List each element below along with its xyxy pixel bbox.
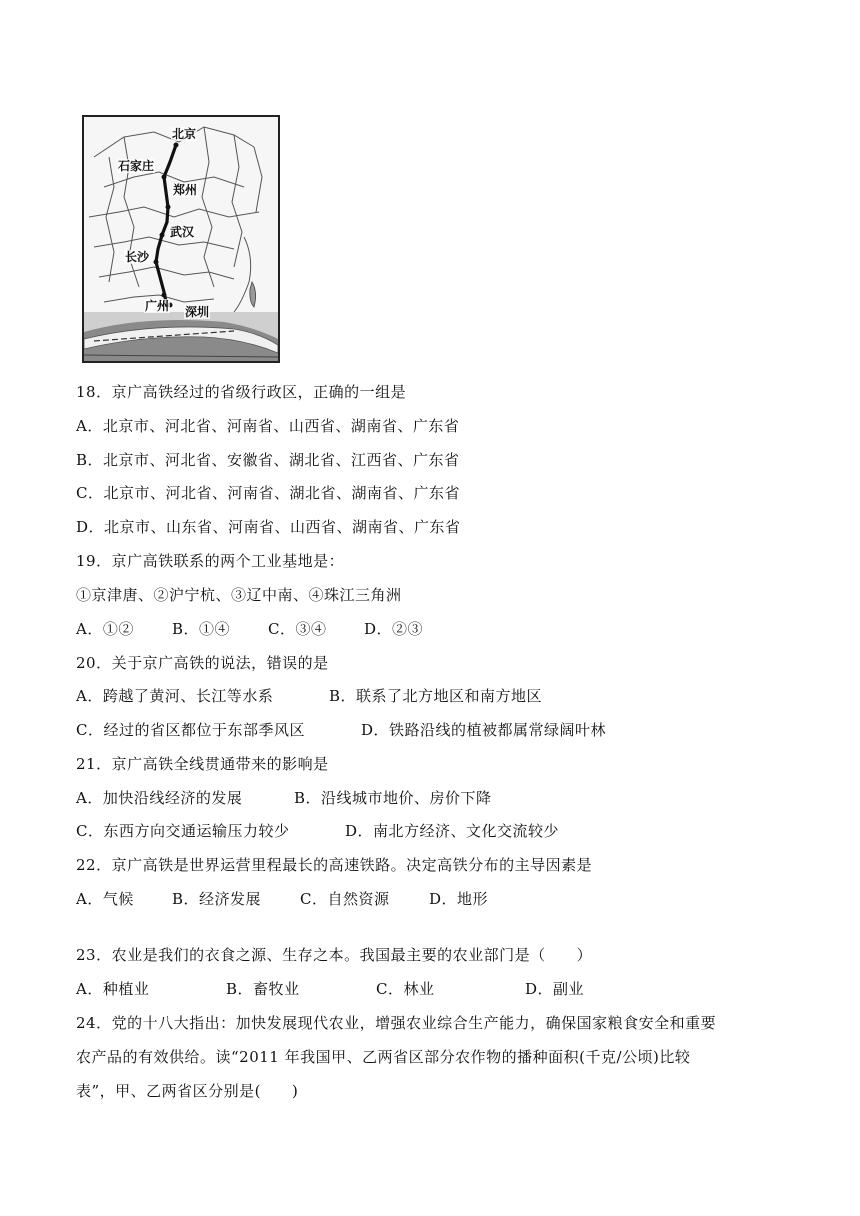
q19-option-a: A．①②: [76, 620, 134, 638]
q21-option-c: C．东西方向交通运输压力较少: [76, 822, 290, 840]
q22-option-c: C．自然资源: [300, 890, 390, 908]
q23-stem: 23．农业是我们的衣食之源、生存之本。我国最主要的农业部门是（ ）: [76, 946, 593, 964]
q22-stem: 22．京广高铁是世界运营里程最长的高速铁路。决定高铁分布的主导因素是: [76, 856, 593, 874]
map-graphic: [84, 117, 278, 361]
q18-option-b: B．北京市、河北省、安徽省、湖北省、江西省、广东省: [76, 451, 460, 469]
q20-option-b: B．联系了北方地区和南方地区: [329, 687, 543, 705]
q20-option-c: C．经过的省区都位于东部季风区: [76, 721, 305, 739]
q24-line-3: 表”，甲、乙两省区分别是( ): [76, 1082, 299, 1100]
railway-map-figure: [82, 115, 280, 363]
city-label-changsha: 长沙: [125, 250, 150, 264]
q23-options: [76, 979, 584, 999]
province-boundaries: [89, 127, 262, 312]
q21-options-ab: [76, 788, 492, 808]
q20-option-d: D．铁路沿线的植被都属常绿阔叶林: [361, 721, 607, 739]
q23-option-a: A．种植业: [76, 980, 150, 998]
q21-stem: 21．京广高铁全线贯通带来的影响是: [76, 755, 329, 773]
q19-option-b: B．①④: [172, 620, 231, 638]
q20-options-ab: [76, 686, 542, 706]
q18-option-d: D．北京市、山东省、河南省、山西省、湖南省、广东省: [76, 518, 461, 536]
q21-option-d: D．南北方经济、文化交流较少: [345, 822, 560, 840]
q23-option-d: D．副业: [525, 980, 585, 998]
q18-stem: 18．京广高铁经过的省级行政区，正确的一组是: [76, 383, 407, 401]
city-dot-shijiazhuang: [162, 175, 167, 180]
q23-option-b: B．畜牧业: [226, 980, 300, 998]
q22-option-d: D．地形: [429, 890, 489, 908]
q24-line-1: 24．党的十八大指出：加快发展现代农业，增强农业综合生产能力，确保国家粮食安全和重要: [76, 1014, 717, 1032]
city-label-wuhan: 武汉: [170, 225, 195, 239]
q21-options-cd: [76, 821, 559, 841]
train-photo: [84, 312, 278, 361]
q20-option-a: A．跨越了黄河、长江等水系: [76, 687, 274, 705]
city-dot-wuhan: [160, 233, 165, 238]
q19-stem: 19．京广高铁联系的两个工业基地是：: [76, 552, 345, 570]
q20-stem: 20．关于京广高铁的说法，错误的是: [76, 654, 329, 672]
q21-option-b: B．沿线城市地价、房价下降: [294, 789, 492, 807]
q24-line-2: 农产品的有效供给。读“2011 年我国甲、乙两省区部分农作物的播种面积(千克/公顷)比较: [76, 1048, 691, 1066]
q19-option-d: D．②③: [364, 620, 424, 638]
city-dot-zhengzhou: [166, 205, 171, 210]
q18-option-a: A．北京市、河北省、河南省、山西省、湖南省、广东省: [76, 417, 460, 435]
q23-option-c: C．林业: [376, 980, 435, 998]
city-label-beijing: 北京: [172, 127, 197, 141]
q19-sub: ①京津唐、②沪宁杭、③辽中南、④珠江三角洲: [76, 586, 402, 604]
q22-options: [76, 889, 488, 909]
q22-option-b: B．经济发展: [172, 890, 262, 908]
city-dot-changsha: [154, 260, 159, 265]
q19-options: [76, 619, 423, 639]
city-dot-guangzhou: [162, 293, 167, 298]
city-label-guangzhou: 广州: [145, 299, 170, 313]
q18-option-c: C．北京市、河北省、河南省、湖北省、湖南省、广东省: [76, 484, 460, 502]
taiwan-island: [250, 282, 256, 307]
q22-option-a: A．气候: [76, 890, 134, 908]
q21-option-a: A．加快沿线经济的发展: [76, 789, 243, 807]
city-label-shijiazhuang: 石家庄: [118, 159, 155, 173]
city-label-shenzhen: 深圳: [185, 305, 210, 319]
city-label-zhengzhou: 郑州: [173, 183, 198, 197]
q20-options-cd: [76, 720, 606, 740]
city-dot-beijing: [174, 143, 179, 148]
q19-option-c: C．③④: [268, 620, 327, 638]
